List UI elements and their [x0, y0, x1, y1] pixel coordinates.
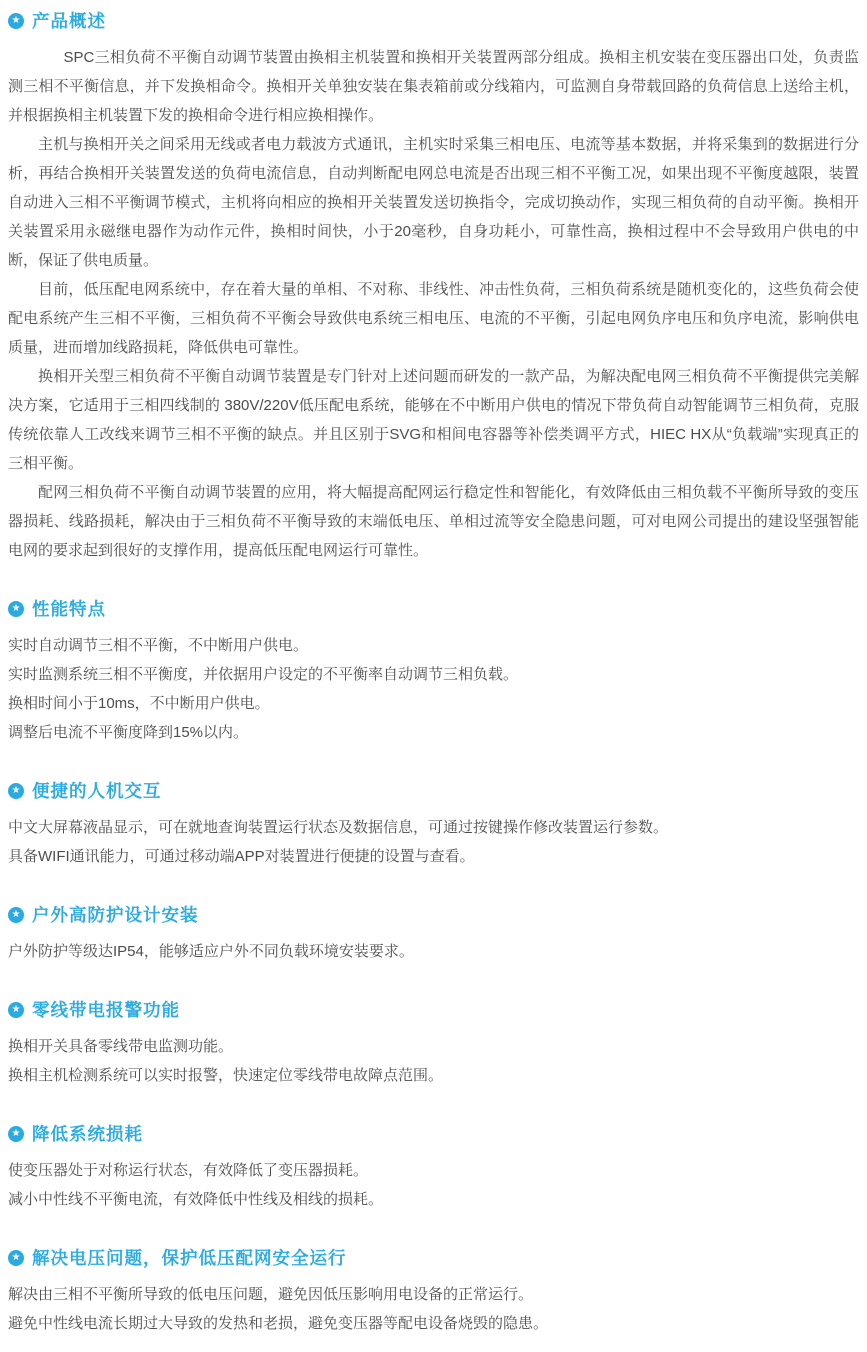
section-title-text: 产品概述 — [32, 11, 106, 31]
section-heading — [8, 1121, 859, 1146]
feature-line: 户外防护等级达IP54，能够适应户外不同负载环境安装要求。 — [8, 943, 414, 960]
section-heading — [8, 8, 859, 33]
section-title-text: 零线带电报警功能 — [32, 1000, 180, 1020]
section-voltage-safety — [8, 1245, 859, 1338]
feature-line: 使变压器处于对称运行状态，有效降低了变压器损耗。 — [8, 1162, 369, 1179]
overview-paragraph: 换相开关型三相负荷不平衡自动调节装置是专门针对上述问题而研发的一款产品，为解决配电网三相负荷不平衡提供完美解决方案，它适用于三相四线制的 380V/220V低压配电系统，能够在不中断用户供电的情况下带负荷自动智能调节三相负荷，克服传统依靠人工改线来调节三相不平衡的缺点。并且区别于SVG和相间电容器等补偿类调平方式，HIEC HX从“负载端”实现真正的三相平衡。 — [8, 368, 859, 472]
overview-paragraph: SPC三相负荷不平衡自动调节装置由换相主机装置和换相开关装置两部分组成。换相主机安装在变压器出口处，负责监测三相不平衡信息，并下发换相命令。换相开关单独安装在集表箱前或分线箱内，可监测自身带载回路的负荷信息上送给主机，并根据换相主机装置下发的换相命令进行相应换相操作。 — [8, 49, 859, 124]
star-circle-icon: ★ — [8, 907, 24, 923]
feature-line: 具备WIFI通讯能力，可通过移动端APP对装置进行便捷的设置与查看。 — [8, 848, 475, 865]
section-title-text: 降低系统损耗 — [32, 1124, 143, 1144]
section-heading — [8, 596, 859, 621]
section-reduce-loss — [8, 1121, 859, 1214]
feature-line: 中文大屏幕液晶显示，可在就地查询装置运行状态及数据信息，可通过按键操作修改装置运行参数。 — [8, 819, 669, 836]
feature-line: 换相时间小于10ms，不中断用户供电。 — [8, 695, 270, 712]
feature-line: 调整后电流不平衡度降到15%以内。 — [8, 724, 249, 741]
section-neutral-alarm — [8, 997, 859, 1090]
star-circle-icon: ★ — [8, 13, 24, 29]
star-circle-icon: ★ — [8, 1126, 24, 1142]
section-product-overview — [8, 8, 859, 565]
star-circle-icon: ★ — [8, 783, 24, 799]
star-circle-icon: ★ — [8, 1002, 24, 1018]
feature-line: 实时监测系统三相不平衡度，并依据用户设定的不平衡率自动调节三相负载。 — [8, 666, 519, 683]
section-title-text: 便捷的人机交互 — [32, 781, 162, 801]
section-hmi — [8, 778, 859, 871]
section-heading — [8, 1245, 859, 1270]
section-performance-features — [8, 596, 859, 747]
section-title-text: 性能特点 — [32, 599, 106, 619]
feature-line: 换相主机检测系统可以实时报警，快速定位零线带电故障点范围。 — [8, 1067, 444, 1084]
section-title-text: 解决电压问题，保护低压配网安全运行 — [32, 1248, 347, 1268]
feature-line: 减小中性线不平衡电流，有效降低中性线及相线的损耗。 — [8, 1191, 384, 1208]
section-heading — [8, 902, 859, 927]
section-outdoor-protection — [8, 902, 859, 966]
overview-paragraph: 目前，低压配电网系统中，存在着大量的单相、不对称、非线性、冲击性负荷，三相负荷系统是随机变化的，这些负荷会使配电系统产生三相不平衡，三相负荷不平衡会导致供电系统三相电压、电流的不平衡，引起电网负序电压和负序电流，影响供电质量，进而增加线路损耗，降低供电可靠性。 — [8, 281, 859, 356]
star-circle-icon: ★ — [8, 601, 24, 617]
feature-line: 实时自动调节三相不平衡，不中断用户供电。 — [8, 637, 309, 654]
feature-line: 解决由三相不平衡所导致的低电压问题，避免因低压影响用电设备的正常运行。 — [8, 1286, 534, 1303]
overview-paragraph: 配网三相负荷不平衡自动调节装置的应用，将大幅提高配网运行稳定性和智能化，有效降低由三相负载不平衡所导致的变压器损耗、线路损耗，解决由于三相负荷不平衡导致的末端低电压、单相过流等安全隐患问题，可对电网公司提出的建设坚强智能电网的要求起到很好的支撑作用，提高低压配电网运行可靠性。 — [8, 484, 859, 559]
section-title-text: 户外高防护设计安装 — [32, 905, 199, 925]
section-heading — [8, 778, 859, 803]
feature-line: 避免中性线电流长期过大导致的发热和老损，避免变压器等配电设备烧毁的隐患。 — [8, 1315, 549, 1332]
overview-paragraph: 主机与换相开关之间采用无线或者电力载波方式通讯，主机实时采集三相电压、电流等基本数据，并将采集到的数据进行分析，再结合换相开关装置发送的负荷电流信息，自动判断配电网总电流是否出现三相不平衡工况，如果出现不平衡度越限，装置自动进入三相不平衡调节模式，主机将向相应的换相开关装置发送切换指令，完成切换动作，实现三相负荷的自动平衡。换相开关装置采用永磁继电器作为动作元件，换相时间快，小于20毫秒，自身功耗小，可靠性高，换相过程中不会导致用户供电的中断，保证了供电质量。 — [8, 136, 859, 269]
section-heading — [8, 997, 859, 1022]
star-circle-icon: ★ — [8, 1250, 24, 1266]
feature-line: 换相开关具备零线带电监测功能。 — [8, 1038, 234, 1055]
